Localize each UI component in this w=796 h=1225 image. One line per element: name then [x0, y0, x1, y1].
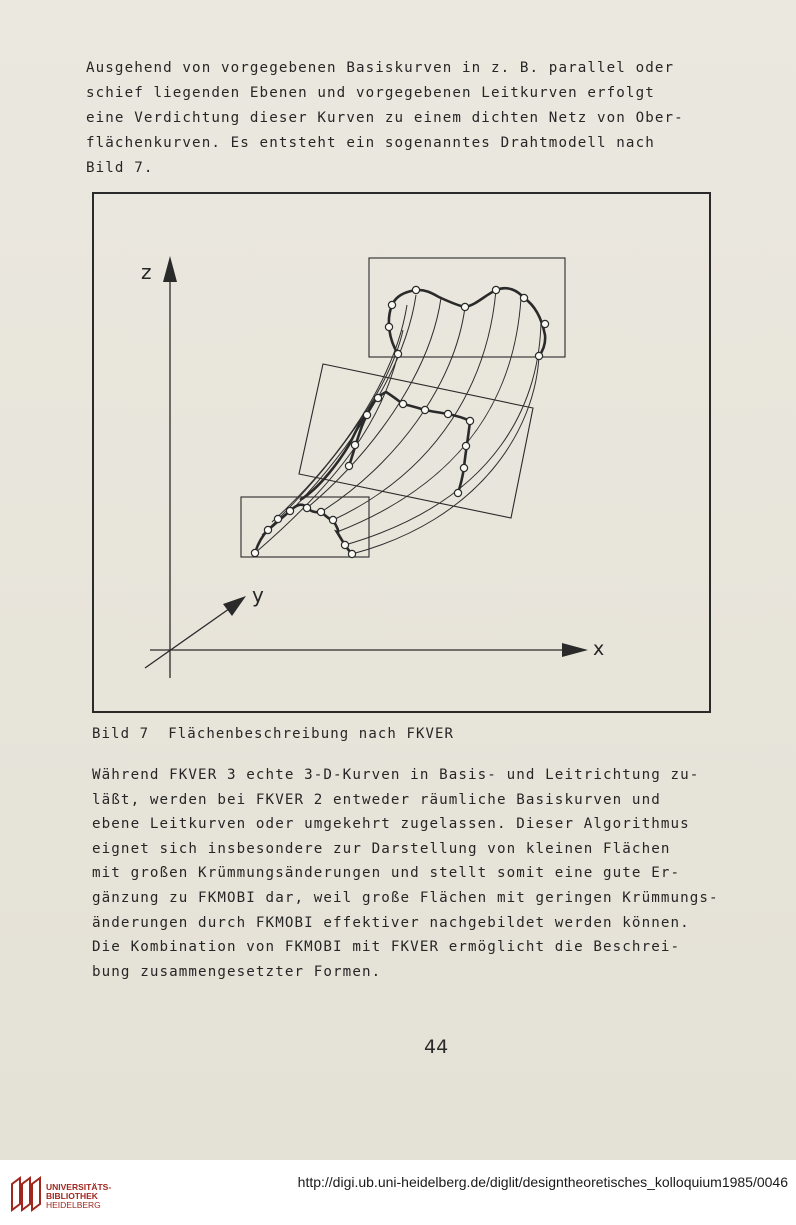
text-line: mit großen Krümmungsänderungen und stellt somit eine gute Er-	[92, 865, 681, 882]
text-line: Die Kombination von FKMOBI mit FKVER ermöglicht die Beschrei-	[92, 939, 681, 956]
source-url-link[interactable]: http://digi.ub.uni-heidelberg.de/diglit/designtheoretisches_kolloquium1985/0046	[297, 1174, 788, 1190]
figure-frame	[93, 193, 710, 712]
text-line: Ausgehend von vorgegebenen Basiskurven in z. B. parallel oder	[86, 60, 675, 76]
text-line: Bild 7.	[86, 160, 154, 176]
text-line: eignet sich insbesondere zur Darstellung von kleinen Flächen	[92, 840, 671, 857]
text-line: flächenkurven. Es entsteht ein sogenanntes Drahtmodell nach	[86, 135, 655, 151]
wireframe-figure	[91, 191, 712, 715]
z-axis-arrow	[163, 256, 177, 282]
x-axis-arrow	[562, 643, 588, 657]
x-axis-label: x	[593, 638, 605, 660]
figure-caption: Bild 7 Flächenbeschreibung nach FKVER	[92, 726, 455, 742]
middle-basis-plane	[299, 364, 533, 518]
text-line: Während FKVER 3 echte 3-D-Kurven in Basis- und Leitrichtung zu-	[92, 767, 700, 783]
y-axis-label: y	[252, 583, 264, 607]
guide-curves	[255, 290, 541, 554]
z-axis-label: z	[141, 260, 152, 284]
library-name-line2: BIBLIOTHEK	[46, 1191, 98, 1201]
text-line: bung zusammengesetzter Formen.	[92, 963, 382, 980]
footer-bar	[0, 1160, 796, 1225]
library-name-line1: UNIVERSITÄTS-	[46, 1182, 112, 1192]
text-line: ebene Leitkurven oder umgekehrt zugelassen. Dieser Algorithmus	[92, 816, 690, 833]
text-line: schief liegenden Ebenen und vorgegebenen Leitkurven erfolgt	[86, 85, 655, 101]
y-axis-arrow	[223, 596, 246, 616]
page-number: 44	[424, 1036, 449, 1058]
text-line: gänzung zu FKMOBI dar, weil große Flächen mit geringen Krümmungs-	[92, 889, 719, 906]
text-line: eine Verdichtung dieser Kurven zu einem dichten Netz von Ober-	[86, 110, 684, 126]
y-axis	[145, 604, 236, 668]
text-line: änderungen durch FKMOBI effektiver nachgebildet werden können.	[92, 914, 690, 931]
library-name-line3: HEIDELBERG	[46, 1200, 101, 1210]
text-line: läßt, werden bei FKVER 2 entweder räumliche Basiskurven und	[92, 791, 661, 808]
body-paragraph	[92, 763, 742, 984]
library-logo-icon	[8, 1174, 42, 1214]
intro-paragraph	[86, 56, 736, 181]
